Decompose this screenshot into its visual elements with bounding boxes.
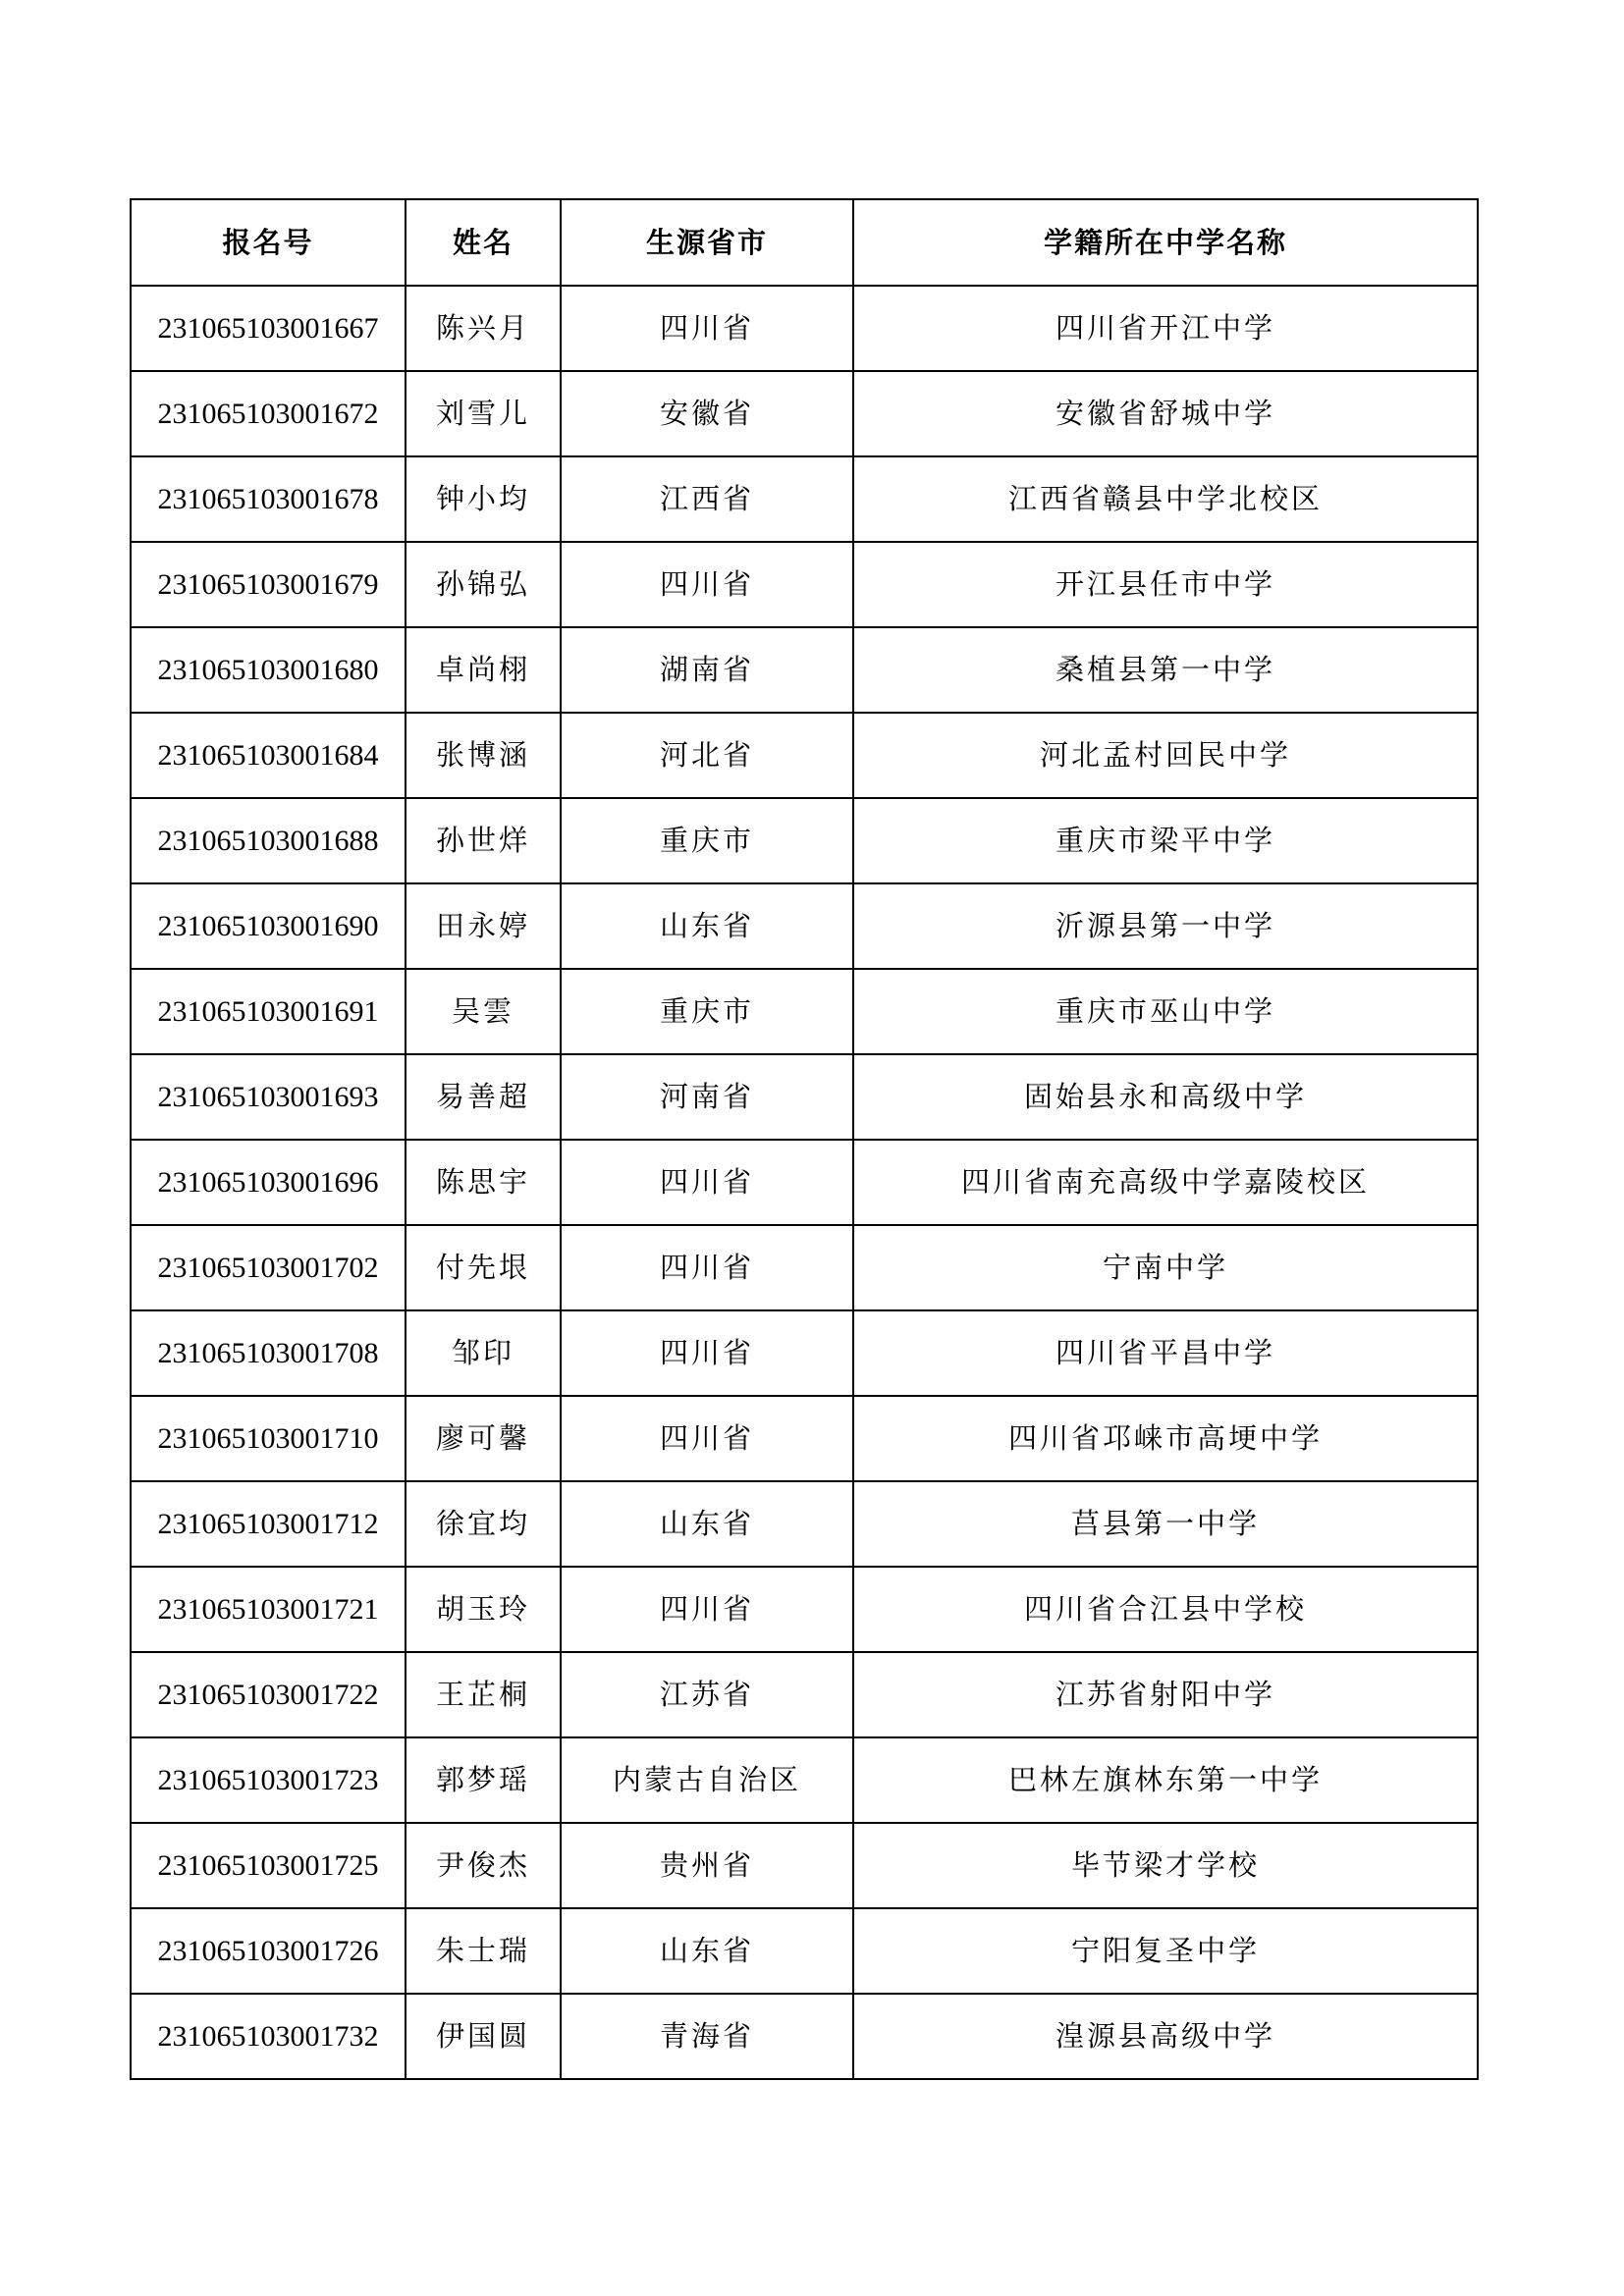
student-name: 徐宜均 — [406, 1481, 561, 1567]
student-name: 尹俊杰 — [406, 1823, 561, 1908]
table-row — [131, 883, 1478, 969]
registration-number: 231065103001696 — [131, 1140, 406, 1225]
student-name: 易善超 — [406, 1054, 561, 1140]
registration-number: 231065103001672 — [131, 371, 406, 456]
school-name: 四川省合江县中学校 — [853, 1567, 1478, 1652]
school-name: 宁南中学 — [853, 1225, 1478, 1310]
table-row — [131, 542, 1478, 627]
table-row — [131, 456, 1478, 542]
table-row — [131, 1994, 1478, 2079]
table-row — [131, 798, 1478, 883]
school-name: 四川省平昌中学 — [853, 1310, 1478, 1396]
header-province: 生源省市 — [561, 199, 853, 286]
registration-number: 231065103001667 — [131, 286, 406, 371]
header-registration-number: 报名号 — [131, 199, 406, 286]
province: 四川省 — [561, 286, 853, 371]
table-row — [131, 627, 1478, 713]
province: 青海省 — [561, 1994, 853, 2079]
school-name: 固始县永和高级中学 — [853, 1054, 1478, 1140]
registration-number: 231065103001690 — [131, 883, 406, 969]
table-row — [131, 1567, 1478, 1652]
school-name: 湟源县高级中学 — [853, 1994, 1478, 2079]
table-row — [131, 1396, 1478, 1481]
province: 山东省 — [561, 1481, 853, 1567]
table-row — [131, 1737, 1478, 1823]
registration-number: 231065103001693 — [131, 1054, 406, 1140]
table-row — [131, 1652, 1478, 1737]
province: 四川省 — [561, 1140, 853, 1225]
header-school: 学籍所在中学名称 — [853, 199, 1478, 286]
registration-number: 231065103001702 — [131, 1225, 406, 1310]
student-name: 胡玉玲 — [406, 1567, 561, 1652]
table-body — [131, 286, 1478, 2079]
student-name: 王芷桐 — [406, 1652, 561, 1737]
province: 重庆市 — [561, 798, 853, 883]
table-row — [131, 1823, 1478, 1908]
registration-number: 231065103001732 — [131, 1994, 406, 2079]
registration-number: 231065103001708 — [131, 1310, 406, 1396]
school-name: 重庆市梁平中学 — [853, 798, 1478, 883]
registration-number: 231065103001721 — [131, 1567, 406, 1652]
province: 山东省 — [561, 883, 853, 969]
registration-number: 231065103001684 — [131, 713, 406, 798]
province: 河南省 — [561, 1054, 853, 1140]
student-name: 廖可馨 — [406, 1396, 561, 1481]
province: 四川省 — [561, 1225, 853, 1310]
school-name: 重庆市巫山中学 — [853, 969, 1478, 1054]
student-name: 付先垠 — [406, 1225, 561, 1310]
registration-number: 231065103001726 — [131, 1908, 406, 1994]
table-row — [131, 1481, 1478, 1567]
school-name: 四川省开江中学 — [853, 286, 1478, 371]
student-name: 郭梦瑶 — [406, 1737, 561, 1823]
province: 重庆市 — [561, 969, 853, 1054]
student-name: 吴雲 — [406, 969, 561, 1054]
school-name: 沂源县第一中学 — [853, 883, 1478, 969]
student-name: 邹印 — [406, 1310, 561, 1396]
province: 河北省 — [561, 713, 853, 798]
table-row — [131, 1310, 1478, 1396]
school-name: 巴林左旗林东第一中学 — [853, 1737, 1478, 1823]
registration-number: 231065103001679 — [131, 542, 406, 627]
school-name: 四川省邛崃市高埂中学 — [853, 1396, 1478, 1481]
province: 四川省 — [561, 1310, 853, 1396]
school-name: 安徽省舒城中学 — [853, 371, 1478, 456]
table-row — [131, 1140, 1478, 1225]
school-name: 毕节梁才学校 — [853, 1823, 1478, 1908]
province: 山东省 — [561, 1908, 853, 1994]
province: 江西省 — [561, 456, 853, 542]
province: 湖南省 — [561, 627, 853, 713]
admissions-table — [130, 198, 1479, 2080]
student-name: 陈兴月 — [406, 286, 561, 371]
province: 安徽省 — [561, 371, 853, 456]
province: 贵州省 — [561, 1823, 853, 1908]
student-name: 孙世烊 — [406, 798, 561, 883]
table-row — [131, 713, 1478, 798]
student-name: 陈思宇 — [406, 1140, 561, 1225]
province: 江苏省 — [561, 1652, 853, 1737]
table-header-row — [131, 199, 1478, 286]
province: 内蒙古自治区 — [561, 1737, 853, 1823]
province: 四川省 — [561, 542, 853, 627]
registration-number: 231065103001725 — [131, 1823, 406, 1908]
school-name: 江苏省射阳中学 — [853, 1652, 1478, 1737]
registration-number: 231065103001722 — [131, 1652, 406, 1737]
student-name: 卓尚栩 — [406, 627, 561, 713]
registration-number: 231065103001710 — [131, 1396, 406, 1481]
table-row — [131, 1908, 1478, 1994]
registration-number: 231065103001712 — [131, 1481, 406, 1567]
student-name: 田永婷 — [406, 883, 561, 969]
table-row — [131, 1054, 1478, 1140]
header-name: 姓名 — [406, 199, 561, 286]
student-name: 张博涵 — [406, 713, 561, 798]
student-name: 刘雪儿 — [406, 371, 561, 456]
table-row — [131, 371, 1478, 456]
school-name: 桑植县第一中学 — [853, 627, 1478, 713]
school-name: 江西省赣县中学北校区 — [853, 456, 1478, 542]
province: 四川省 — [561, 1567, 853, 1652]
table-row — [131, 286, 1478, 371]
student-name: 伊国圆 — [406, 1994, 561, 2079]
school-name: 河北孟村回民中学 — [853, 713, 1478, 798]
student-name: 孙锦弘 — [406, 542, 561, 627]
student-name: 朱士瑞 — [406, 1908, 561, 1994]
registration-number: 231065103001691 — [131, 969, 406, 1054]
school-name: 宁阳复圣中学 — [853, 1908, 1478, 1994]
registration-number: 231065103001688 — [131, 798, 406, 883]
registration-number: 231065103001680 — [131, 627, 406, 713]
province: 四川省 — [561, 1396, 853, 1481]
registration-number: 231065103001723 — [131, 1737, 406, 1823]
student-name: 钟小均 — [406, 456, 561, 542]
school-name: 莒县第一中学 — [853, 1481, 1478, 1567]
school-name: 开江县任市中学 — [853, 542, 1478, 627]
table-row — [131, 1225, 1478, 1310]
registration-number: 231065103001678 — [131, 456, 406, 542]
table-row — [131, 969, 1478, 1054]
school-name: 四川省南充高级中学嘉陵校区 — [853, 1140, 1478, 1225]
